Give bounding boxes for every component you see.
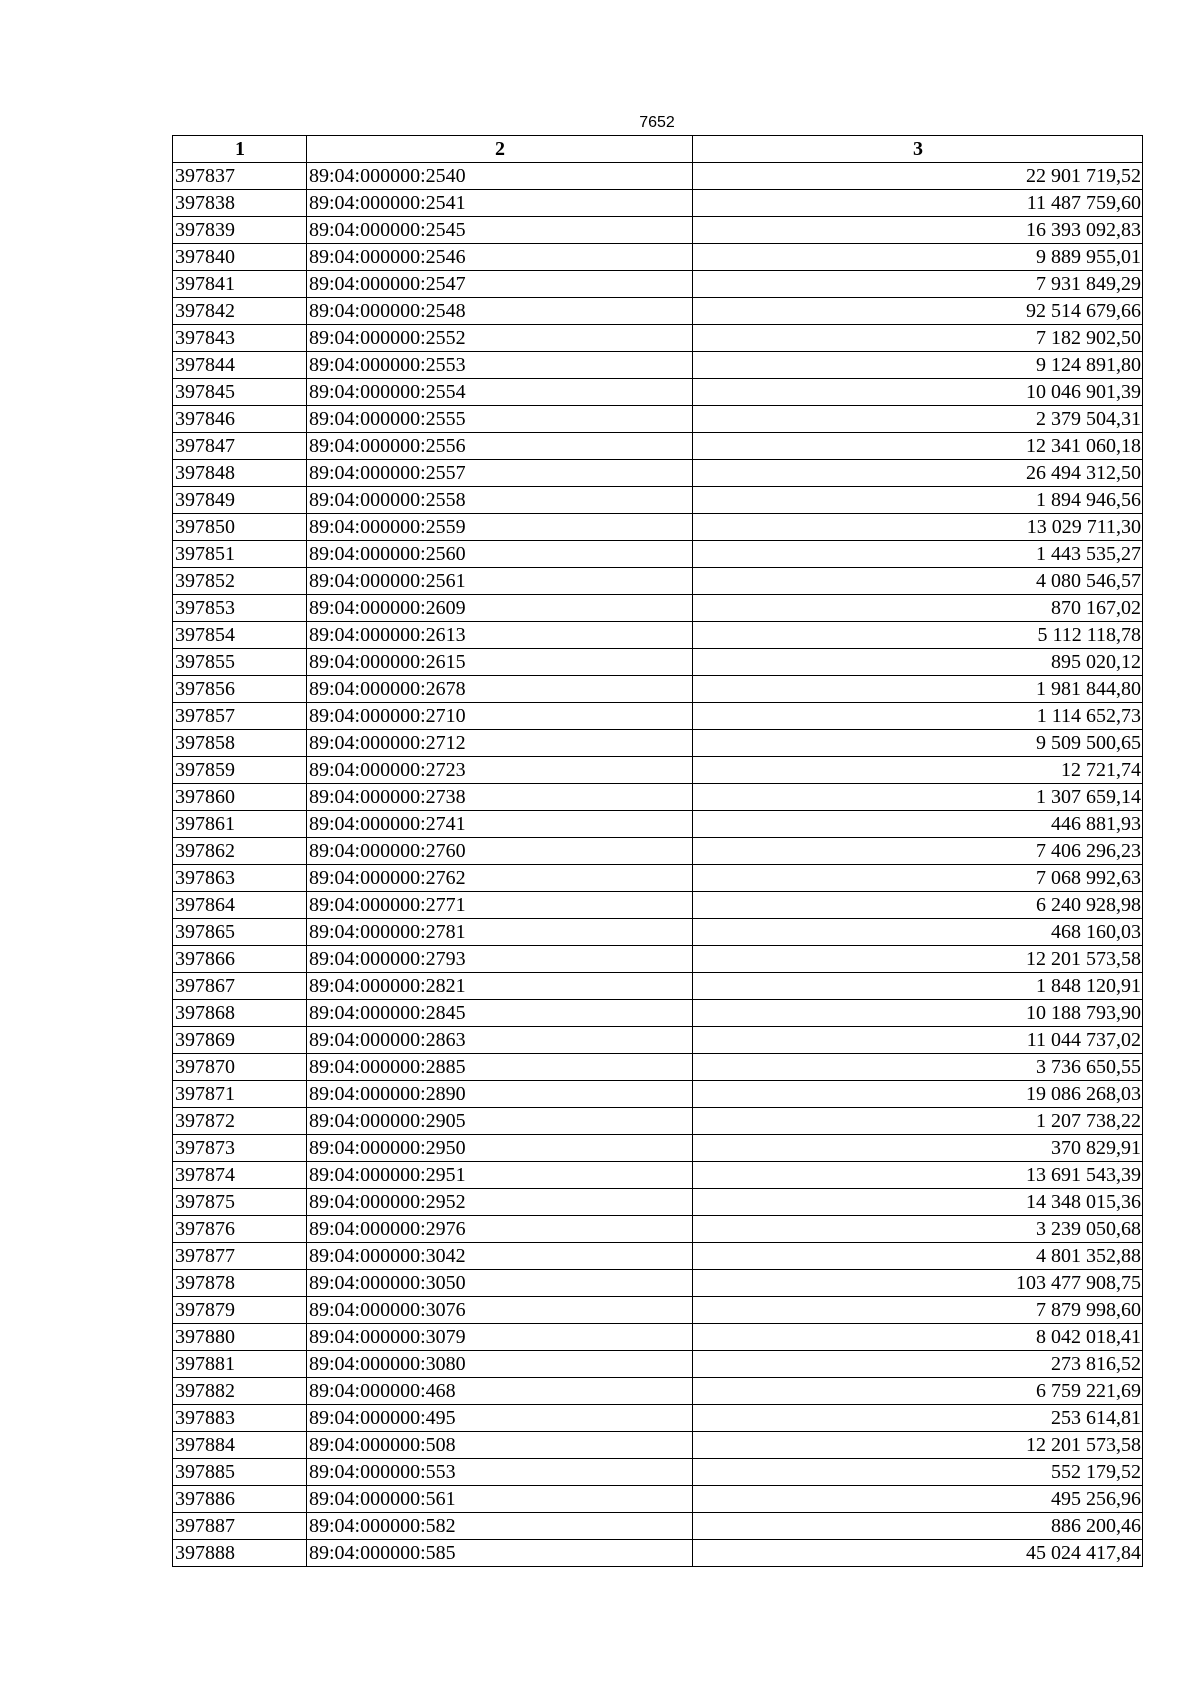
cadastral-number-cell: 89:04:000000:2552 — [307, 325, 693, 352]
table-row — [173, 892, 1143, 919]
table-row — [173, 163, 1143, 190]
cadastral-number-cell: 89:04:000000:585 — [307, 1540, 693, 1567]
value-cell: 12 201 573,58 — [693, 1432, 1143, 1459]
row-number-cell: 397843 — [173, 325, 307, 352]
row-number-cell: 397869 — [173, 1027, 307, 1054]
value-cell: 468 160,03 — [693, 919, 1143, 946]
value-cell: 11 487 759,60 — [693, 190, 1143, 217]
row-number-cell: 397864 — [173, 892, 307, 919]
row-number-cell: 397857 — [173, 703, 307, 730]
row-number-cell: 397872 — [173, 1108, 307, 1135]
value-cell: 12 721,74 — [693, 757, 1143, 784]
cadastral-number-cell: 89:04:000000:2615 — [307, 649, 693, 676]
cadastral-number-cell: 89:04:000000:2609 — [307, 595, 693, 622]
table-row — [173, 460, 1143, 487]
value-cell: 9 124 891,80 — [693, 352, 1143, 379]
cadastral-number-cell: 89:04:000000:2559 — [307, 514, 693, 541]
cadastral-number-cell: 89:04:000000:2723 — [307, 757, 693, 784]
value-cell: 22 901 719,52 — [693, 163, 1143, 190]
cadastral-number-cell: 89:04:000000:3076 — [307, 1297, 693, 1324]
value-cell: 552 179,52 — [693, 1459, 1143, 1486]
value-cell: 6 759 221,69 — [693, 1378, 1143, 1405]
cadastral-number-cell: 89:04:000000:2554 — [307, 379, 693, 406]
row-number-cell: 397855 — [173, 649, 307, 676]
row-number-cell: 397888 — [173, 1540, 307, 1567]
row-number-cell: 397851 — [173, 541, 307, 568]
cadastral-number-cell: 89:04:000000:2712 — [307, 730, 693, 757]
value-cell: 8 042 018,41 — [693, 1324, 1143, 1351]
value-cell: 253 614,81 — [693, 1405, 1143, 1432]
table-row — [173, 649, 1143, 676]
row-number-cell: 397879 — [173, 1297, 307, 1324]
table-row — [173, 352, 1143, 379]
cadastral-number-cell: 89:04:000000:2863 — [307, 1027, 693, 1054]
cadastral-number-cell: 89:04:000000:2771 — [307, 892, 693, 919]
row-number-cell: 397868 — [173, 1000, 307, 1027]
value-cell: 10 188 793,90 — [693, 1000, 1143, 1027]
cadastral-number-cell: 89:04:000000:2890 — [307, 1081, 693, 1108]
value-cell: 7 068 992,63 — [693, 865, 1143, 892]
row-number-cell: 397862 — [173, 838, 307, 865]
value-cell: 11 044 737,02 — [693, 1027, 1143, 1054]
value-cell: 1 114 652,73 — [693, 703, 1143, 730]
table-row — [173, 1513, 1143, 1540]
table-row — [173, 730, 1143, 757]
table-row — [173, 1081, 1143, 1108]
table-row — [173, 757, 1143, 784]
row-number-cell: 397840 — [173, 244, 307, 271]
cadastral-number-cell: 89:04:000000:2976 — [307, 1216, 693, 1243]
cadastral-number-cell: 89:04:000000:2741 — [307, 811, 693, 838]
row-number-cell: 397853 — [173, 595, 307, 622]
value-cell: 4 801 352,88 — [693, 1243, 1143, 1270]
table-row — [173, 1216, 1143, 1243]
row-number-cell: 397846 — [173, 406, 307, 433]
table-row — [173, 541, 1143, 568]
table-row — [173, 1270, 1143, 1297]
row-number-cell: 397870 — [173, 1054, 307, 1081]
row-number-cell: 397850 — [173, 514, 307, 541]
table-row — [173, 1297, 1143, 1324]
table-row — [173, 406, 1143, 433]
cadastral-number-cell: 89:04:000000:2905 — [307, 1108, 693, 1135]
value-cell: 12 341 060,18 — [693, 433, 1143, 460]
row-number-cell: 397886 — [173, 1486, 307, 1513]
row-number-cell: 397884 — [173, 1432, 307, 1459]
cadastral-number-cell: 89:04:000000:2548 — [307, 298, 693, 325]
row-number-cell: 397858 — [173, 730, 307, 757]
table-row — [173, 595, 1143, 622]
cadastral-number-cell: 89:04:000000:2547 — [307, 271, 693, 298]
value-cell: 9 889 955,01 — [693, 244, 1143, 271]
table-row — [173, 1135, 1143, 1162]
cadastral-number-cell: 89:04:000000:2952 — [307, 1189, 693, 1216]
table-row — [173, 1459, 1143, 1486]
cadastral-number-cell: 89:04:000000:2793 — [307, 946, 693, 973]
cadastral-number-cell: 89:04:000000:553 — [307, 1459, 693, 1486]
value-cell: 870 167,02 — [693, 595, 1143, 622]
cadastral-number-cell: 89:04:000000:2560 — [307, 541, 693, 568]
cadastral-number-cell: 89:04:000000:2553 — [307, 352, 693, 379]
table-row — [173, 568, 1143, 595]
value-cell: 13 029 711,30 — [693, 514, 1143, 541]
table-row — [173, 244, 1143, 271]
value-cell: 7 182 902,50 — [693, 325, 1143, 352]
row-number-cell: 397856 — [173, 676, 307, 703]
row-number-cell: 397880 — [173, 1324, 307, 1351]
cadastral-number-cell: 89:04:000000:2821 — [307, 973, 693, 1000]
row-number-cell: 397847 — [173, 433, 307, 460]
value-cell: 4 080 546,57 — [693, 568, 1143, 595]
value-cell: 886 200,46 — [693, 1513, 1143, 1540]
row-number-cell: 397860 — [173, 784, 307, 811]
table-row — [173, 838, 1143, 865]
column-header-3: 3 — [693, 136, 1143, 163]
value-cell: 19 086 268,03 — [693, 1081, 1143, 1108]
table-row — [173, 1189, 1143, 1216]
table-row — [173, 433, 1143, 460]
row-number-cell: 397863 — [173, 865, 307, 892]
header-row — [173, 136, 1143, 163]
row-number-cell: 397848 — [173, 460, 307, 487]
cadastral-number-cell: 89:04:000000:2885 — [307, 1054, 693, 1081]
row-number-cell: 397849 — [173, 487, 307, 514]
table-row — [173, 676, 1143, 703]
cadastral-number-cell: 89:04:000000:2557 — [307, 460, 693, 487]
cadastral-number-cell: 89:04:000000:2561 — [307, 568, 693, 595]
table-row — [173, 1405, 1143, 1432]
value-cell: 1 443 535,27 — [693, 541, 1143, 568]
value-cell: 2 379 504,31 — [693, 406, 1143, 433]
cadastral-number-cell: 89:04:000000:561 — [307, 1486, 693, 1513]
row-number-cell: 397881 — [173, 1351, 307, 1378]
cadastral-number-cell: 89:04:000000:468 — [307, 1378, 693, 1405]
row-number-cell: 397867 — [173, 973, 307, 1000]
table-row — [173, 865, 1143, 892]
cadastral-number-cell: 89:04:000000:2738 — [307, 784, 693, 811]
cadastral-number-cell: 89:04:000000:2678 — [307, 676, 693, 703]
table-row — [173, 1054, 1143, 1081]
row-number-cell: 397877 — [173, 1243, 307, 1270]
value-cell: 45 024 417,84 — [693, 1540, 1143, 1567]
data-table — [172, 135, 1143, 1567]
column-header-2: 2 — [307, 136, 693, 163]
table-row — [173, 1108, 1143, 1135]
cadastral-number-cell: 89:04:000000:2545 — [307, 217, 693, 244]
value-cell: 7 406 296,23 — [693, 838, 1143, 865]
table-row — [173, 1351, 1143, 1378]
row-number-cell: 397873 — [173, 1135, 307, 1162]
row-number-cell: 397865 — [173, 919, 307, 946]
row-number-cell: 397883 — [173, 1405, 307, 1432]
cadastral-number-cell: 89:04:000000:2540 — [307, 163, 693, 190]
table-row — [173, 325, 1143, 352]
cadastral-number-cell: 89:04:000000:2710 — [307, 703, 693, 730]
table-row — [173, 1378, 1143, 1405]
cadastral-number-cell: 89:04:000000:3042 — [307, 1243, 693, 1270]
column-header-1: 1 — [173, 136, 307, 163]
row-number-cell: 397854 — [173, 622, 307, 649]
cadastral-number-cell: 89:04:000000:495 — [307, 1405, 693, 1432]
value-cell: 3 736 650,55 — [693, 1054, 1143, 1081]
cadastral-number-cell: 89:04:000000:2950 — [307, 1135, 693, 1162]
table-row — [173, 973, 1143, 1000]
cadastral-number-cell: 89:04:000000:3050 — [307, 1270, 693, 1297]
page-number: 7652 — [639, 114, 675, 131]
row-number-cell: 397866 — [173, 946, 307, 973]
table-row — [173, 1162, 1143, 1189]
value-cell: 273 816,52 — [693, 1351, 1143, 1378]
value-cell: 103 477 908,75 — [693, 1270, 1143, 1297]
value-cell: 14 348 015,36 — [693, 1189, 1143, 1216]
row-number-cell: 397841 — [173, 271, 307, 298]
cadastral-number-cell: 89:04:000000:2845 — [307, 1000, 693, 1027]
table-row — [173, 514, 1143, 541]
table-row — [173, 1486, 1143, 1513]
table-row — [173, 1027, 1143, 1054]
row-number-cell: 397875 — [173, 1189, 307, 1216]
table-row — [173, 379, 1143, 406]
row-number-cell: 397852 — [173, 568, 307, 595]
table-row — [173, 298, 1143, 325]
value-cell: 895 020,12 — [693, 649, 1143, 676]
table-row — [173, 1540, 1143, 1567]
value-cell: 1 307 659,14 — [693, 784, 1143, 811]
row-number-cell: 397874 — [173, 1162, 307, 1189]
value-cell: 92 514 679,66 — [693, 298, 1143, 325]
table-row — [173, 1243, 1143, 1270]
table-row — [173, 190, 1143, 217]
value-cell: 7 879 998,60 — [693, 1297, 1143, 1324]
cadastral-number-cell: 89:04:000000:2556 — [307, 433, 693, 460]
table-row — [173, 1324, 1143, 1351]
cadastral-number-cell: 89:04:000000:2546 — [307, 244, 693, 271]
value-cell: 16 393 092,83 — [693, 217, 1143, 244]
value-cell: 1 207 738,22 — [693, 1108, 1143, 1135]
cadastral-number-cell: 89:04:000000:2760 — [307, 838, 693, 865]
row-number-cell: 397845 — [173, 379, 307, 406]
value-cell: 1 894 946,56 — [693, 487, 1143, 514]
value-cell: 1 981 844,80 — [693, 676, 1143, 703]
table-row — [173, 919, 1143, 946]
cadastral-number-cell: 89:04:000000:2613 — [307, 622, 693, 649]
table-row — [173, 622, 1143, 649]
value-cell: 13 691 543,39 — [693, 1162, 1143, 1189]
row-number-cell: 397871 — [173, 1081, 307, 1108]
table-row — [173, 811, 1143, 838]
row-number-cell: 397878 — [173, 1270, 307, 1297]
value-cell: 10 046 901,39 — [693, 379, 1143, 406]
row-number-cell: 397887 — [173, 1513, 307, 1540]
value-cell: 495 256,96 — [693, 1486, 1143, 1513]
table-row — [173, 217, 1143, 244]
table-row — [173, 946, 1143, 973]
row-number-cell: 397876 — [173, 1216, 307, 1243]
cadastral-number-cell: 89:04:000000:2951 — [307, 1162, 693, 1189]
table-row — [173, 1000, 1143, 1027]
value-cell: 9 509 500,65 — [693, 730, 1143, 757]
value-cell: 12 201 573,58 — [693, 946, 1143, 973]
cadastral-number-cell: 89:04:000000:2558 — [307, 487, 693, 514]
value-cell: 3 239 050,68 — [693, 1216, 1143, 1243]
table-row — [173, 487, 1143, 514]
table-body — [173, 163, 1143, 1567]
cadastral-number-cell: 89:04:000000:2541 — [307, 190, 693, 217]
row-number-cell: 397861 — [173, 811, 307, 838]
value-cell: 7 931 849,29 — [693, 271, 1143, 298]
cadastral-number-cell: 89:04:000000:2555 — [307, 406, 693, 433]
table-header — [173, 136, 1143, 163]
cadastral-number-cell: 89:04:000000:2781 — [307, 919, 693, 946]
row-number-cell: 397882 — [173, 1378, 307, 1405]
value-cell: 1 848 120,91 — [693, 973, 1143, 1000]
row-number-cell: 397842 — [173, 298, 307, 325]
row-number-cell: 397885 — [173, 1459, 307, 1486]
table-row — [173, 784, 1143, 811]
row-number-cell: 397837 — [173, 163, 307, 190]
row-number-cell: 397838 — [173, 190, 307, 217]
cadastral-number-cell: 89:04:000000:3079 — [307, 1324, 693, 1351]
table-row — [173, 1432, 1143, 1459]
table-row — [173, 703, 1143, 730]
value-cell: 26 494 312,50 — [693, 460, 1143, 487]
cadastral-number-cell: 89:04:000000:3080 — [307, 1351, 693, 1378]
row-number-cell: 397839 — [173, 217, 307, 244]
row-number-cell: 397844 — [173, 352, 307, 379]
value-cell: 370 829,91 — [693, 1135, 1143, 1162]
value-cell: 5 112 118,78 — [693, 622, 1143, 649]
cadastral-number-cell: 89:04:000000:582 — [307, 1513, 693, 1540]
cadastral-number-cell: 89:04:000000:2762 — [307, 865, 693, 892]
row-number-cell: 397859 — [173, 757, 307, 784]
table-row — [173, 271, 1143, 298]
cadastral-number-cell: 89:04:000000:508 — [307, 1432, 693, 1459]
value-cell: 446 881,93 — [693, 811, 1143, 838]
value-cell: 6 240 928,98 — [693, 892, 1143, 919]
